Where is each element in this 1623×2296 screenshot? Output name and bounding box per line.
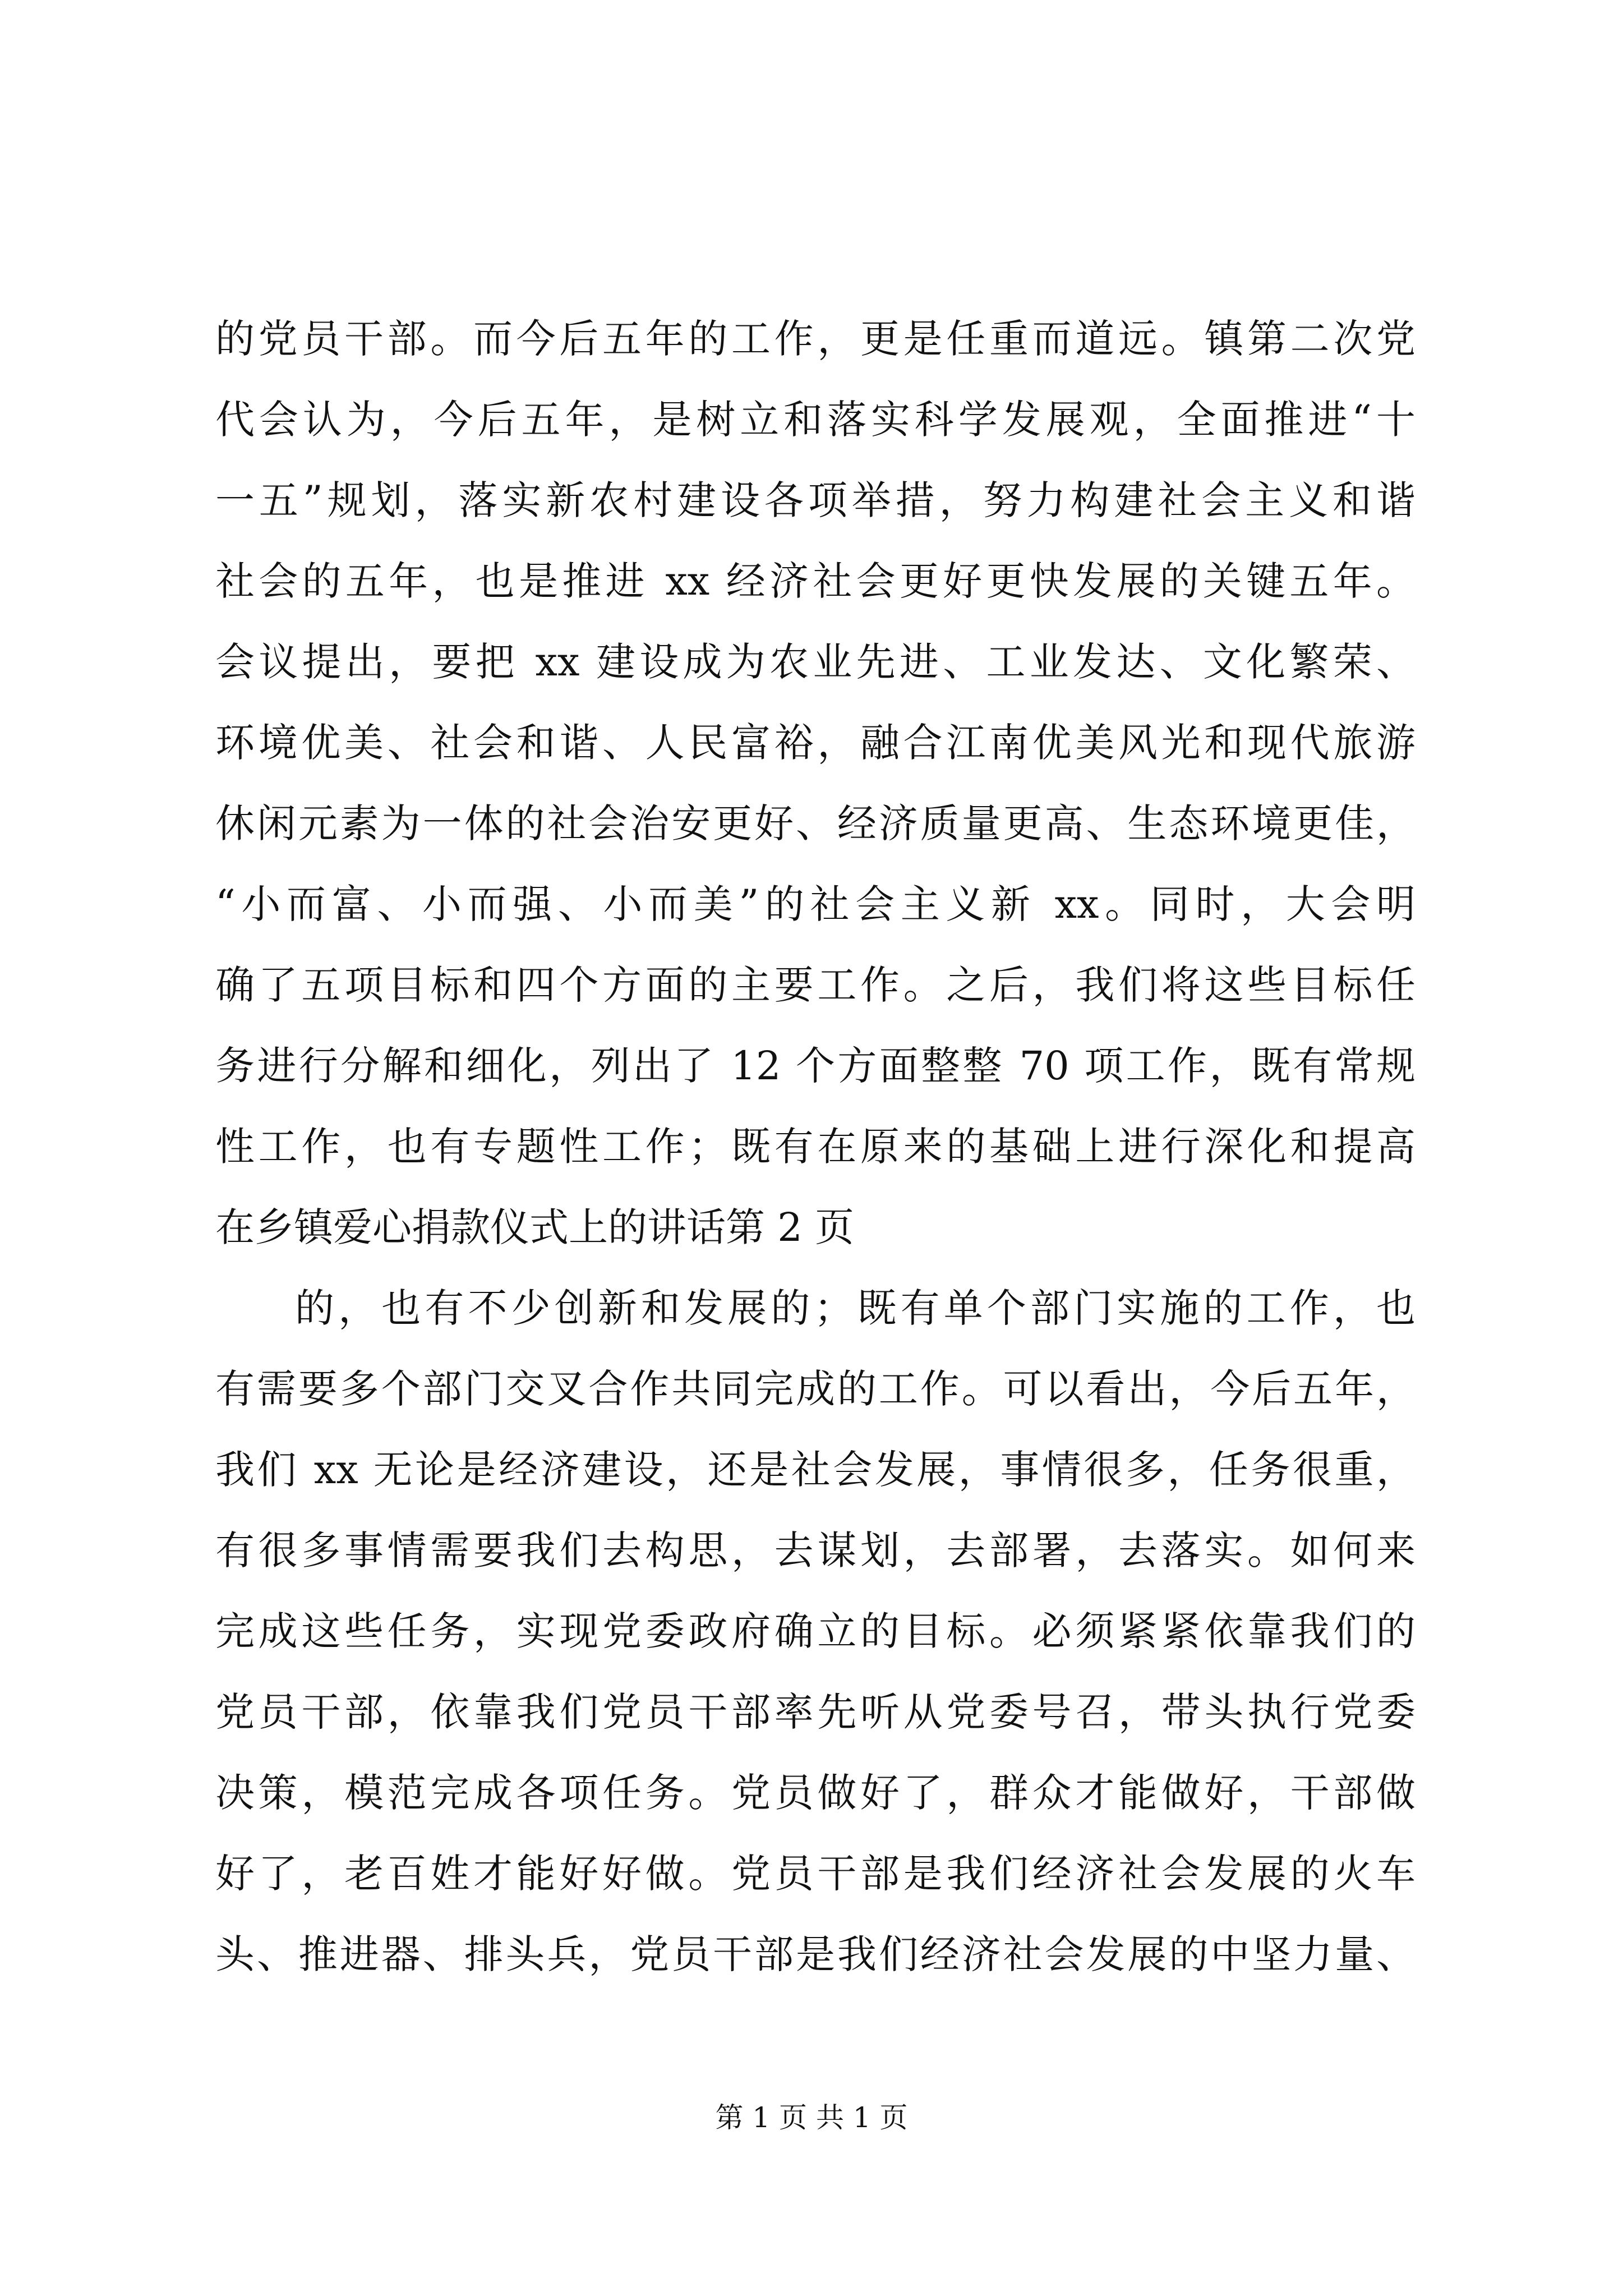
running-header: 在乡镇爱心捐款仪式上的讲话第 2 页	[215, 1204, 855, 1250]
text-line: 的，也有不少创新和发展的；既有单个部门实施的工作，也	[295, 1285, 1415, 1331]
text-line: 环境优美、社会和谐、人民富裕，融合江南优美风光和现代旅游	[215, 720, 1415, 766]
text-line: 有很多事情需要我们去构思，去谋划，去部署，去落实。如何来	[215, 1527, 1415, 1573]
text-line: “小而富、小而强、小而美”的社会主义新 xx。同时，大会明	[215, 881, 1415, 927]
text-line: 性工作，也有专题性工作；既有在原来的基础上进行深化和提高	[215, 1124, 1415, 1170]
text-line: 代会认为，今后五年，是树立和落实科学发展观，全面推进“十	[215, 397, 1415, 443]
text-line: 头、推进器、排头兵，党员干部是我们经济社会发展的中坚力量、	[215, 1931, 1415, 1977]
text-line: 我们 xx 无论是经济建设，还是社会发展，事情很多，任务很重，	[215, 1447, 1415, 1493]
text-line: 一五”规划，落实新农村建设各项举措，努力构建社会主义和谐	[215, 477, 1415, 523]
text-line: 决策，模范完成各项任务。党员做好了，群众才能做好，干部做	[215, 1770, 1415, 1816]
text-line: 社会的五年，也是推进 xx 经济社会更好更快发展的关键五年。	[215, 558, 1415, 604]
paragraph-1	[215, 298, 1415, 1187]
text-line: 完成这些任务，实现党委政府确立的目标。必须紧紧依靠我们的	[215, 1608, 1415, 1654]
text-line: 好了，老百姓才能好好做。党员干部是我们经济社会发展的火车	[215, 1851, 1415, 1897]
text-line: 有需要多个部门交叉合作共同完成的工作。可以看出，今后五年，	[215, 1366, 1415, 1412]
text-line: 党员干部，依靠我们党员干部率先听从党委号召，带头执行党委	[215, 1689, 1415, 1735]
paragraph-2	[215, 1268, 1415, 1995]
text-line: 会议提出，要把 xx 建设成为农业先进、工业发达、文化繁荣、	[215, 639, 1415, 685]
text-line: 休闲元素为一体的社会治安更好、经济质量更高、生态环境更佳，	[215, 800, 1415, 846]
text-line: 的党员干部。而今后五年的工作，更是任重而道远。镇第二次党	[215, 316, 1415, 362]
text-line: 确了五项目标和四个方面的主要工作。之后，我们将这些目标任	[215, 962, 1415, 1008]
page-footer: 第 1 页 共 1 页	[715, 2101, 908, 2134]
body-text	[215, 298, 1415, 1995]
text-line: 务进行分解和细化，列出了 12 个方面整整 70 项工作，既有常规	[215, 1043, 1415, 1089]
